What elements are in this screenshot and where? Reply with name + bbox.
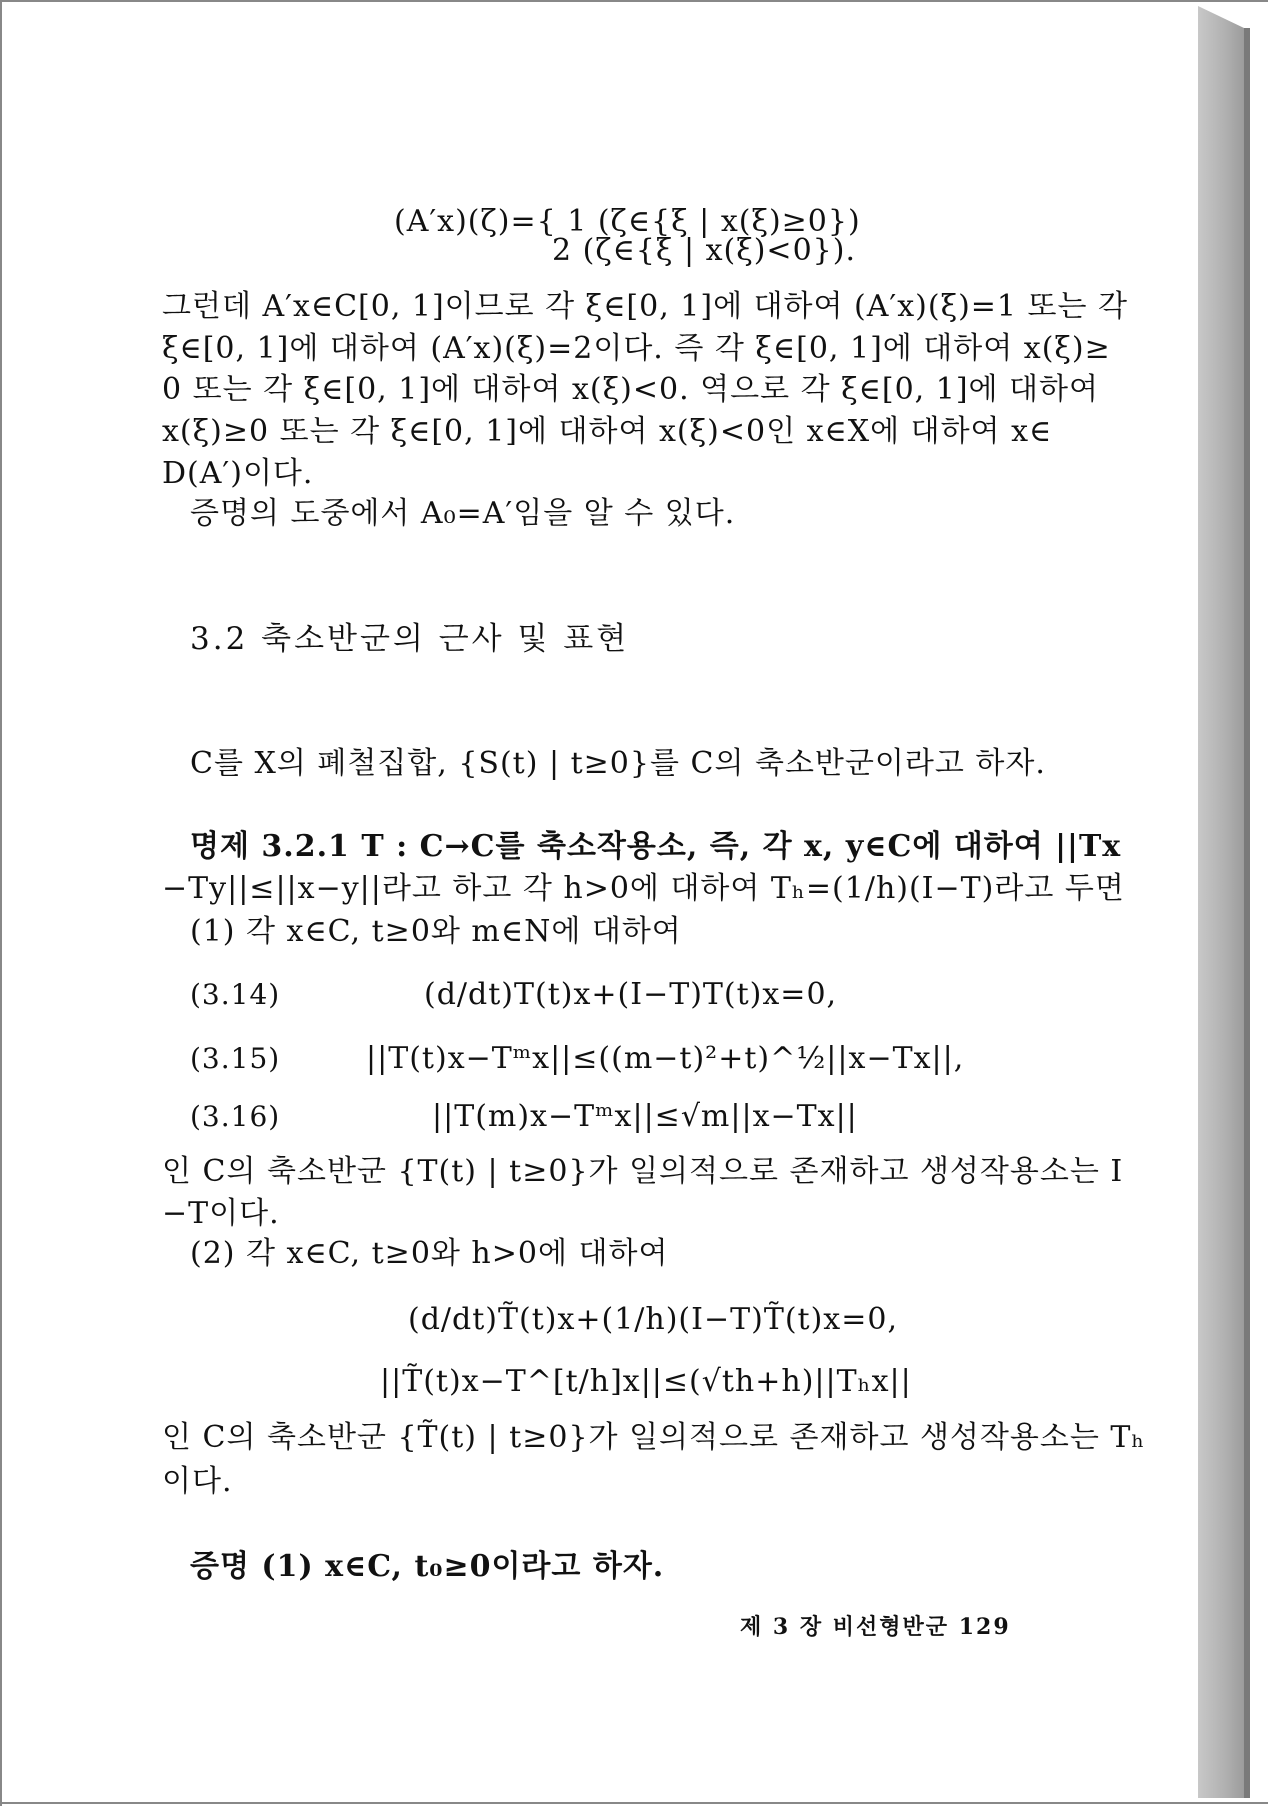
- page-border-bottom: [0, 1802, 1268, 1804]
- book-page: [4, 4, 1198, 1798]
- book-side-edge: [1198, 6, 1244, 1798]
- paragraph-5-line-1: 인 C의 축소반군 {T̃(t) | t≥0}가 일의적으로 존재하고 생성작용소는 Tₕ: [162, 1420, 1146, 1455]
- paragraph-1-line-2: ξ∈[0, 1]에 대하여 (A′x)(ξ)=2이다. 즉 각 ξ∈[0, 1]에 대하여 x(ξ)≥: [162, 331, 1111, 366]
- page-border-top: [0, 0, 1268, 2]
- page-border-left: [0, 0, 2, 1806]
- page-footer: 제 3 장 비선형반군 129: [740, 1614, 1011, 1640]
- book-side-shadow: [1244, 28, 1250, 1798]
- paragraph-1-line-5: D(A′)이다.: [162, 456, 314, 491]
- section-heading: 3.2 축소반군의 근사 및 표현: [190, 621, 630, 657]
- equation-3-16-label: (3.16): [190, 1100, 281, 1133]
- paragraph-1-line-3: 0 또는 각 ξ∈[0, 1]에 대하여 x(ξ)<0. 역으로 각 ξ∈[0, 1]에 대하여: [162, 372, 1099, 407]
- equation-3-15: ||T(t)x−Tᵐx||≤((m−t)²+t)^½||x−Tx||,: [366, 1041, 965, 1076]
- paragraph-1-line-1: 그런데 A′x∈C[0, 1]이므로 각 ξ∈[0, 1]에 대하여 (A′x)(ξ)=1 또는 각: [162, 289, 1129, 324]
- equation-cases-first: (A′x)(ζ)={ 1 (ζ∈{ξ | x(ξ)≥0}): [394, 204, 861, 239]
- paragraph-1-line-4: x(ξ)≥0 또는 각 ξ∈[0, 1]에 대하여 x(ξ)<0인 x∈X에 대하여 x∈: [162, 414, 1053, 449]
- paragraph-2-line-1: 증명의 도중에서 A₀=A′임을 알 수 있다.: [190, 496, 736, 531]
- equation-3-15-label: (3.15): [190, 1042, 281, 1075]
- equation-tilde-estimate: ||T̃(t)x−T^[t/h]x||≤(√th+h)||Tₕx||: [380, 1364, 912, 1399]
- paragraph-4-line-2: −T이다.: [162, 1196, 280, 1231]
- paragraph-5-line-2: 이다.: [162, 1464, 233, 1499]
- proposition-line-2: −Ty||≤||x−y||라고 하고 각 h>0에 대하여 Tₕ=(1/h)(I−T)라고 두면: [162, 871, 1125, 906]
- proposition-line-3: (1) 각 x∈C, t≥0와 m∈N에 대하여: [190, 914, 682, 949]
- paragraph-4-line-1: 인 C의 축소반군 {T(t) | t≥0}가 일의적으로 존재하고 생성작용소는 I: [162, 1154, 1124, 1189]
- paragraph-3-line-1: C를 X의 폐철집합, {S(t) | t≥0}를 C의 축소반군이라고 하자.: [190, 746, 1046, 781]
- equation-cases-second: 2 (ζ∈{ξ | x(ξ)<0}).: [552, 233, 856, 268]
- proposition-line-4: (2) 각 x∈C, t≥0와 h>0에 대하여: [190, 1236, 669, 1271]
- equation-3-16: ||T(m)x−Tᵐx||≤√m||x−Tx||: [432, 1099, 858, 1134]
- equation-tilde-derivative: (d/dt)T̃(t)x+(1/h)(I−T)T̃(t)x=0,: [408, 1302, 898, 1337]
- equation-3-14: (d/dt)T(t)x+(I−T)T(t)x=0,: [424, 977, 838, 1012]
- proposition-line-1: 명제 3.2.1 T : C→C를 축소작용소, 즉, 각 x, y∈C에 대하여 ||Tx: [190, 829, 1122, 864]
- proof-line-1: 증명 (1) x∈C, t₀≥0이라고 하자.: [190, 1549, 665, 1584]
- equation-3-14-label: (3.14): [190, 978, 281, 1011]
